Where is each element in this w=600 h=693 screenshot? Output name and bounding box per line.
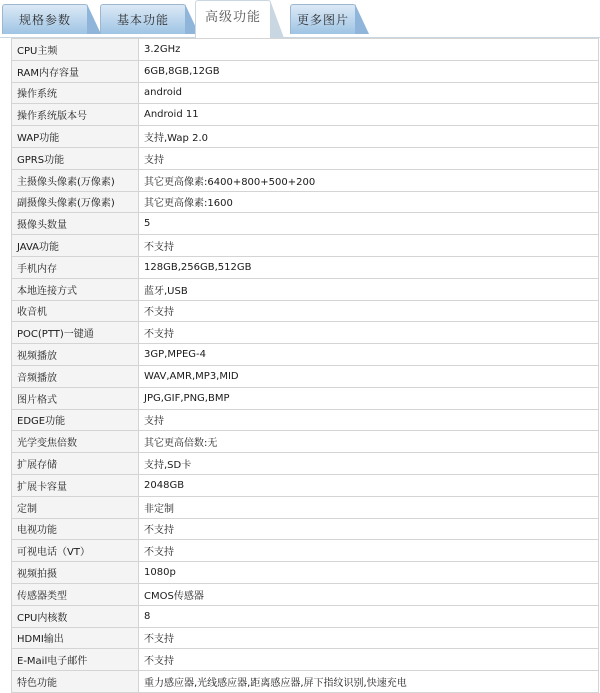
spec-label: 视频播放 xyxy=(12,344,139,366)
tab-corner xyxy=(87,4,101,34)
tab-label: 高级功能 xyxy=(204,10,261,25)
spec-value: 8 xyxy=(139,605,599,627)
spec-label: WAP功能 xyxy=(12,126,139,148)
spec-value: CMOS传感器 xyxy=(139,583,599,605)
spec-value: 其它更高像素:6400+800+500+200 xyxy=(139,169,599,191)
spec-row xyxy=(12,213,599,235)
spec-label: 摄像头数量 xyxy=(12,213,139,235)
spec-row xyxy=(12,387,599,409)
spec-row xyxy=(12,322,599,344)
spec-value: 非定制 xyxy=(139,496,599,518)
spec-label: E-Mail电子邮件 xyxy=(12,649,139,671)
spec-row xyxy=(12,365,599,387)
tab-label: 更多图片 xyxy=(296,13,349,27)
spec-row xyxy=(12,344,599,366)
spec-row xyxy=(12,474,599,496)
tab-specs[interactable] xyxy=(2,4,88,34)
tab-label: 规格参数 xyxy=(18,13,71,27)
spec-value: 不支持 xyxy=(139,627,599,649)
spec-label: 音频播放 xyxy=(12,365,139,387)
spec-label: 主摄像头像素(万像素) xyxy=(12,169,139,191)
spec-label: 扩展卡容量 xyxy=(12,474,139,496)
spec-row xyxy=(12,453,599,475)
spec-label: HDMI输出 xyxy=(12,627,139,649)
spec-row xyxy=(12,649,599,671)
spec-row xyxy=(12,431,599,453)
spec-label: 电视功能 xyxy=(12,518,139,540)
spec-label: 副摄像头像素(万像素) xyxy=(12,191,139,213)
spec-row xyxy=(12,60,599,82)
spec-value: 不支持 xyxy=(139,518,599,540)
spec-value: WAV,AMR,MP3,MID xyxy=(139,365,599,387)
spec-value: 不支持 xyxy=(139,300,599,322)
spec-row xyxy=(12,39,599,61)
spec-value: 其它更高像素:1600 xyxy=(139,191,599,213)
spec-value: 支持,SD卡 xyxy=(139,453,599,475)
spec-row xyxy=(12,104,599,126)
spec-label: POC(PTT)一键通 xyxy=(12,322,139,344)
spec-value: 3.2GHz xyxy=(139,39,599,61)
spec-value: Android 11 xyxy=(139,104,599,126)
spec-label: GPRS功能 xyxy=(12,147,139,169)
spec-row xyxy=(12,169,599,191)
spec-value: 1080p xyxy=(139,562,599,584)
spec-value: 其它更高倍数:无 xyxy=(139,431,599,453)
spec-value: 6GB,8GB,12GB xyxy=(139,60,599,82)
spec-value: 5 xyxy=(139,213,599,235)
spec-value: 不支持 xyxy=(139,322,599,344)
spec-value: 不支持 xyxy=(139,649,599,671)
tab-corner xyxy=(355,4,369,34)
spec-row xyxy=(12,256,599,278)
spec-label: 可视电话（VT） xyxy=(12,540,139,562)
spec-value: 不支持 xyxy=(139,235,599,257)
spec-value: 2048GB xyxy=(139,474,599,496)
spec-label: 视频拍摄 xyxy=(12,562,139,584)
spec-row xyxy=(12,540,599,562)
spec-label: CPU主频 xyxy=(12,39,139,61)
spec-label: JAVA功能 xyxy=(12,235,139,257)
spec-value: JPG,GIF,PNG,BMP xyxy=(139,387,599,409)
spec-label: 特色功能 xyxy=(12,671,139,693)
spec-label: 手机内存 xyxy=(12,256,139,278)
spec-row xyxy=(12,518,599,540)
spec-row xyxy=(12,82,599,104)
spec-label: CPU内核数 xyxy=(12,605,139,627)
spec-row xyxy=(12,126,599,148)
spec-value: 128GB,256GB,512GB xyxy=(139,256,599,278)
spec-value: android xyxy=(139,82,599,104)
tab-advanced[interactable] xyxy=(195,0,271,38)
spec-value: 不支持 xyxy=(139,540,599,562)
spec-label: 操作系统版本号 xyxy=(12,104,139,126)
tab-basic[interactable] xyxy=(100,4,186,34)
spec-label: 图片格式 xyxy=(12,387,139,409)
spec-row xyxy=(12,191,599,213)
spec-row xyxy=(12,235,599,257)
spec-row xyxy=(12,409,599,431)
spec-label: RAM内存容量 xyxy=(12,60,139,82)
spec-label: 传感器类型 xyxy=(12,583,139,605)
spec-value: 支持,Wap 2.0 xyxy=(139,126,599,148)
spec-label: 本地连接方式 xyxy=(12,278,139,300)
spec-row xyxy=(12,300,599,322)
spec-value: 支持 xyxy=(139,147,599,169)
tab-corner xyxy=(270,0,284,38)
spec-label: 光学变焦倍数 xyxy=(12,431,139,453)
spec-label: 定制 xyxy=(12,496,139,518)
spec-row xyxy=(12,147,599,169)
spec-value: 支持 xyxy=(139,409,599,431)
spec-value: 蓝牙,USB xyxy=(139,278,599,300)
spec-label: EDGE功能 xyxy=(12,409,139,431)
tab-bar xyxy=(0,0,600,38)
spec-row xyxy=(12,671,599,693)
spec-table xyxy=(11,38,599,693)
spec-row xyxy=(12,583,599,605)
spec-label: 收音机 xyxy=(12,300,139,322)
spec-table-body xyxy=(12,39,599,693)
spec-row xyxy=(12,605,599,627)
tab-more-images[interactable] xyxy=(290,4,356,34)
spec-row xyxy=(12,496,599,518)
spec-label: 操作系统 xyxy=(12,82,139,104)
spec-value: 重力感应器,光线感应器,距离感应器,屏下指纹识别,快速充电 xyxy=(139,671,599,693)
spec-row xyxy=(12,278,599,300)
spec-row xyxy=(12,562,599,584)
spec-row xyxy=(12,627,599,649)
spec-label: 扩展存储 xyxy=(12,453,139,475)
tab-label: 基本功能 xyxy=(116,13,169,27)
spec-value: 3GP,MPEG-4 xyxy=(139,344,599,366)
